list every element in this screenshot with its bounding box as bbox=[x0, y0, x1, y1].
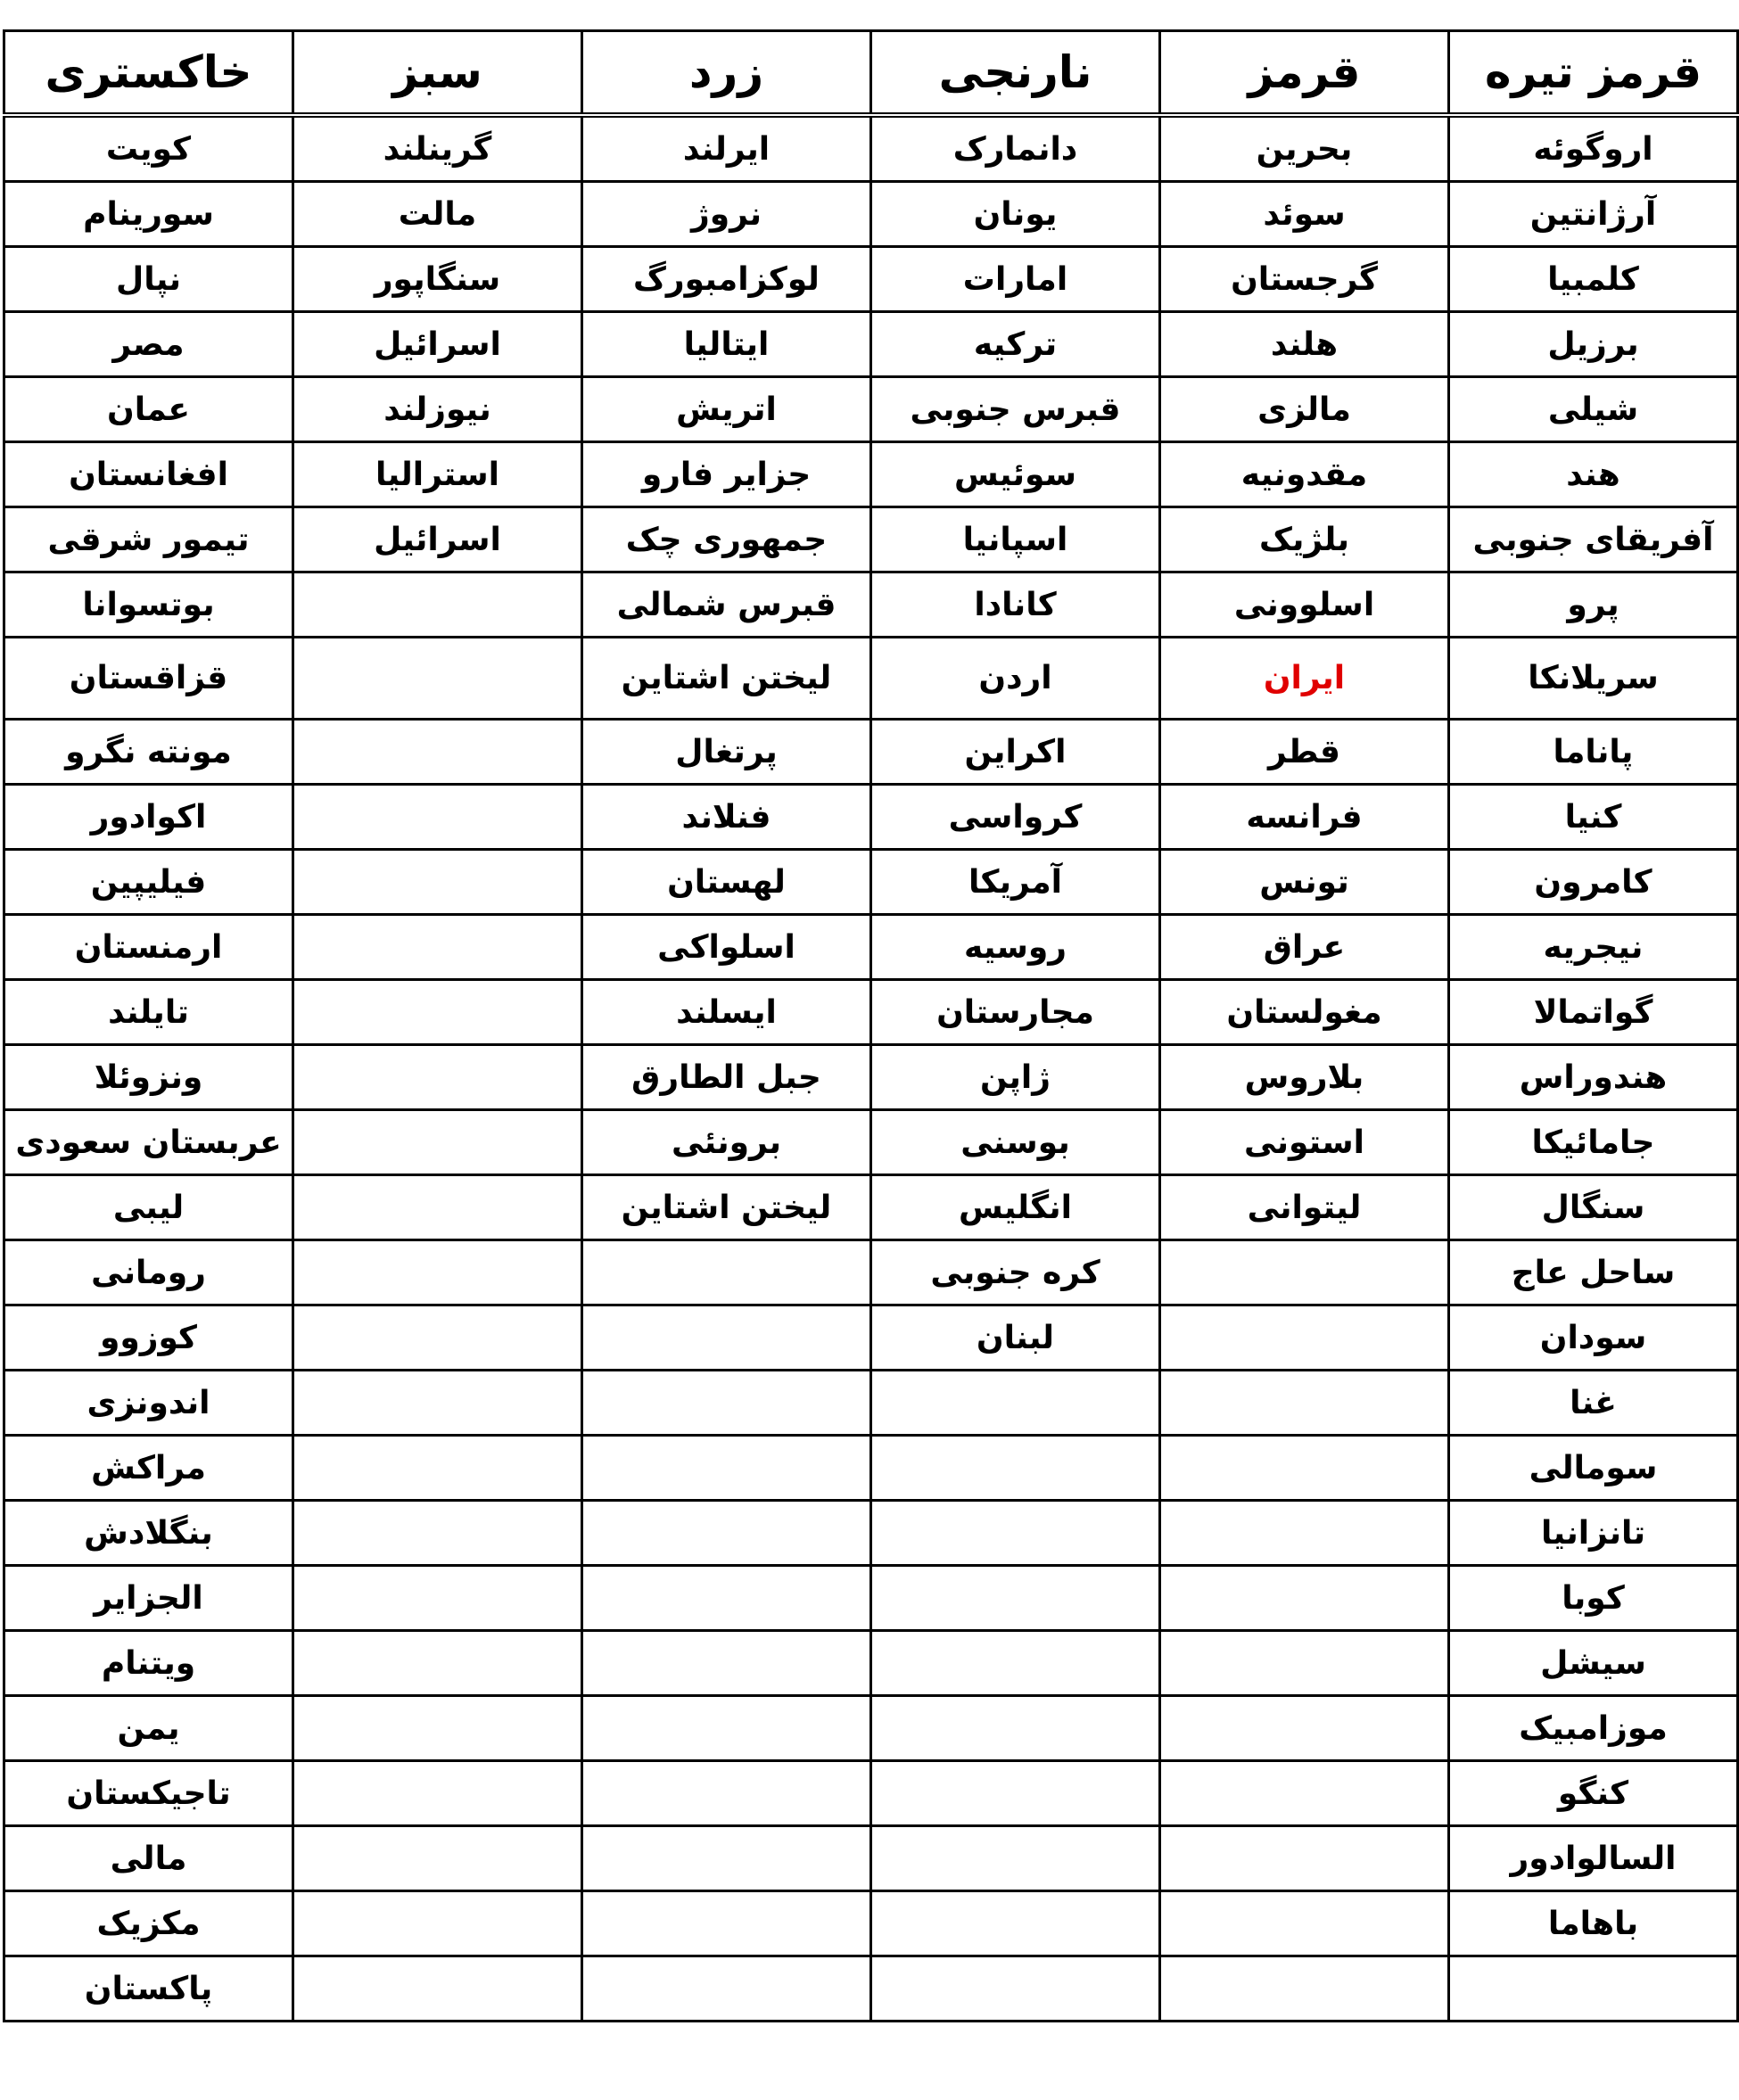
table-cell-green bbox=[293, 1631, 582, 1696]
table-cell-gray: نپال bbox=[4, 247, 293, 312]
table-cell-dark-red: برزیل bbox=[1449, 312, 1738, 377]
table-cell-gray: اکوادور bbox=[4, 785, 293, 850]
table-cell-orange bbox=[871, 1371, 1160, 1436]
table-cell-orange bbox=[871, 1501, 1160, 1566]
table-cell-red bbox=[1160, 1240, 1449, 1305]
table-cell-yellow bbox=[582, 1501, 871, 1566]
table-cell-red bbox=[1160, 1305, 1449, 1371]
table-cell-gray: بنگلادش bbox=[4, 1501, 293, 1566]
table-row bbox=[4, 1436, 1738, 1501]
table-cell-orange: سوئیس bbox=[871, 442, 1160, 507]
table-cell-gray: مکزیک bbox=[4, 1891, 293, 1956]
table-cell-red bbox=[1160, 1761, 1449, 1826]
table-cell-yellow: پرتغال bbox=[582, 720, 871, 785]
table-cell-green bbox=[293, 1371, 582, 1436]
table-cell-orange: کره جنوبی bbox=[871, 1240, 1160, 1305]
table-cell-dark-red: پرو bbox=[1449, 572, 1738, 638]
table-row bbox=[4, 1956, 1738, 2022]
table-cell-red bbox=[1160, 1436, 1449, 1501]
table-cell-red: گرجستان bbox=[1160, 247, 1449, 312]
table-cell-yellow bbox=[582, 1436, 871, 1501]
table-cell-red: بلژیک bbox=[1160, 507, 1449, 572]
table-cell-red: عراق bbox=[1160, 915, 1449, 980]
table-cell-gray: پاکستان bbox=[4, 1956, 293, 2022]
table-cell-green bbox=[293, 1761, 582, 1826]
table-cell-yellow: اتریش bbox=[582, 377, 871, 442]
table-cell-dark-red: سیشل bbox=[1449, 1631, 1738, 1696]
table-cell-orange bbox=[871, 1696, 1160, 1761]
table-cell-gray: تایلند bbox=[4, 980, 293, 1045]
table-cell-yellow bbox=[582, 1696, 871, 1761]
table-cell-orange bbox=[871, 1826, 1160, 1891]
table-cell-gray: فیلیپین bbox=[4, 850, 293, 915]
table-cell-dark-red: ساحل عاج bbox=[1449, 1240, 1738, 1305]
column-header-dark-red: قرمز تیره bbox=[1449, 31, 1738, 116]
table-cell-red bbox=[1160, 1501, 1449, 1566]
table-cell-dark-red: پاناما bbox=[1449, 720, 1738, 785]
table-row bbox=[4, 1761, 1738, 1826]
table-cell-yellow: ایسلند bbox=[582, 980, 871, 1045]
table-row bbox=[4, 1371, 1738, 1436]
table-cell-yellow: برونئی bbox=[582, 1110, 871, 1175]
table-cell-green bbox=[293, 572, 582, 638]
table-row bbox=[4, 1696, 1738, 1761]
table-cell-yellow bbox=[582, 1761, 871, 1826]
table-cell-red: قطر bbox=[1160, 720, 1449, 785]
table-cell-red bbox=[1160, 1891, 1449, 1956]
table-cell-orange: دانمارک bbox=[871, 115, 1160, 182]
table-cell-dark-red: هند bbox=[1449, 442, 1738, 507]
table-cell-gray: اندونزی bbox=[4, 1371, 293, 1436]
table-cell-dark-red: کوبا bbox=[1449, 1566, 1738, 1631]
table-cell-gray: ویتنام bbox=[4, 1631, 293, 1696]
table-row bbox=[4, 1045, 1738, 1110]
header-row bbox=[4, 31, 1738, 116]
table-cell-dark-red: گواتمالا bbox=[1449, 980, 1738, 1045]
table-cell-yellow bbox=[582, 1631, 871, 1696]
table-cell-red bbox=[1160, 1631, 1449, 1696]
table-cell-gray: یمن bbox=[4, 1696, 293, 1761]
table-cell-orange: یونان bbox=[871, 182, 1160, 247]
table-cell-green: استرالیا bbox=[293, 442, 582, 507]
table-cell-green bbox=[293, 638, 582, 720]
table-cell-dark-red: جامائیکا bbox=[1449, 1110, 1738, 1175]
table-cell-gray: ارمنستان bbox=[4, 915, 293, 980]
table-cell-yellow: نروژ bbox=[582, 182, 871, 247]
table-cell-gray: بوتسوانا bbox=[4, 572, 293, 638]
table-cell-green bbox=[293, 1110, 582, 1175]
table-cell-dark-red: سنگال bbox=[1449, 1175, 1738, 1240]
table-cell-green bbox=[293, 720, 582, 785]
table-cell-dark-red: تانزانیا bbox=[1449, 1501, 1738, 1566]
table-cell-yellow bbox=[582, 1826, 871, 1891]
table-cell-dark-red: کامرون bbox=[1449, 850, 1738, 915]
table-cell-dark-red: آفریقای جنوبی bbox=[1449, 507, 1738, 572]
table-cell-gray: عمان bbox=[4, 377, 293, 442]
table-cell-yellow bbox=[582, 1891, 871, 1956]
table-cell-dark-red: آرژانتین bbox=[1449, 182, 1738, 247]
table-cell-yellow bbox=[582, 1566, 871, 1631]
table-cell-dark-red: نیجریه bbox=[1449, 915, 1738, 980]
table-cell-dark-red: سودان bbox=[1449, 1305, 1738, 1371]
table-cell-dark-red: اروگوئه bbox=[1449, 115, 1738, 182]
table-cell-red bbox=[1160, 1696, 1449, 1761]
table-row bbox=[4, 1891, 1738, 1956]
table-cell-green bbox=[293, 1501, 582, 1566]
table-cell-yellow: جمهوری چک bbox=[582, 507, 871, 572]
table-cell-red: استونی bbox=[1160, 1110, 1449, 1175]
table-cell-red: هلند bbox=[1160, 312, 1449, 377]
table-cell-orange: قبرس جنوبی bbox=[871, 377, 1160, 442]
table-cell-red: لیتوانی bbox=[1160, 1175, 1449, 1240]
table-cell-gray: الجزایر bbox=[4, 1566, 293, 1631]
table-row bbox=[4, 1501, 1738, 1566]
table-cell-yellow bbox=[582, 1305, 871, 1371]
table-cell-gray: مونته نگرو bbox=[4, 720, 293, 785]
table-cell-red bbox=[1160, 1956, 1449, 2022]
table-cell-dark-red: السالوادور bbox=[1449, 1826, 1738, 1891]
table-cell-orange: اردن bbox=[871, 638, 1160, 720]
table-cell-red bbox=[1160, 1566, 1449, 1631]
table-cell-green bbox=[293, 850, 582, 915]
table-cell-yellow: لهستان bbox=[582, 850, 871, 915]
table-cell-green bbox=[293, 1240, 582, 1305]
table-cell-orange: کرواسی bbox=[871, 785, 1160, 850]
table-cell-green bbox=[293, 915, 582, 980]
table-cell-orange: کانادا bbox=[871, 572, 1160, 638]
table-cell-gray: تیمور شرقی bbox=[4, 507, 293, 572]
table-cell-gray: رومانی bbox=[4, 1240, 293, 1305]
table-cell-dark-red bbox=[1449, 1956, 1738, 2022]
highlighted-country-cell: ایران bbox=[1160, 638, 1449, 720]
table-cell-gray: مراکش bbox=[4, 1436, 293, 1501]
column-header-red: قرمز bbox=[1160, 31, 1449, 116]
table-cell-orange: اسپانیا bbox=[871, 507, 1160, 572]
table-cell-red: بحرین bbox=[1160, 115, 1449, 182]
table-cell-green bbox=[293, 1956, 582, 2022]
table-cell-dark-red: سومالی bbox=[1449, 1436, 1738, 1501]
table-cell-dark-red: هندوراس bbox=[1449, 1045, 1738, 1110]
column-header-green: سبز bbox=[293, 31, 582, 116]
table-cell-gray: کویت bbox=[4, 115, 293, 182]
table-cell-yellow: قبرس شمالی bbox=[582, 572, 871, 638]
table-cell-red bbox=[1160, 1371, 1449, 1436]
table-cell-green bbox=[293, 1175, 582, 1240]
table-row bbox=[4, 1566, 1738, 1631]
table-row bbox=[4, 1826, 1738, 1891]
table-cell-yellow: جزایر فارو bbox=[582, 442, 871, 507]
table-cell-gray: تاجیکستان bbox=[4, 1761, 293, 1826]
table-cell-green bbox=[293, 785, 582, 850]
table-row bbox=[4, 980, 1738, 1045]
table-cell-red: بلاروس bbox=[1160, 1045, 1449, 1110]
table-cell-yellow: ایرلند bbox=[582, 115, 871, 182]
table-cell-dark-red: کنیا bbox=[1449, 785, 1738, 850]
table-cell-red: تونس bbox=[1160, 850, 1449, 915]
table-row bbox=[4, 312, 1738, 377]
table-cell-yellow: لیختن اشتاین bbox=[582, 1175, 871, 1240]
table-cell-yellow: فنلاند bbox=[582, 785, 871, 850]
table-row bbox=[4, 115, 1738, 182]
table-cell-red: اسلوونی bbox=[1160, 572, 1449, 638]
table-row bbox=[4, 1631, 1738, 1696]
table-cell-gray: عربستان سعودی bbox=[4, 1110, 293, 1175]
table-cell-gray: افغانستان bbox=[4, 442, 293, 507]
table-cell-yellow bbox=[582, 1240, 871, 1305]
table-cell-orange: امارات bbox=[871, 247, 1160, 312]
table-row bbox=[4, 850, 1738, 915]
table-row bbox=[4, 377, 1738, 442]
table-cell-green: اسرائیل bbox=[293, 312, 582, 377]
table-row bbox=[4, 1110, 1738, 1175]
table-row bbox=[4, 182, 1738, 247]
table-cell-green bbox=[293, 1045, 582, 1110]
table-cell-red: فرانسه bbox=[1160, 785, 1449, 850]
table-cell-orange: انگلیس bbox=[871, 1175, 1160, 1240]
table-row bbox=[4, 1240, 1738, 1305]
table-cell-gray: سورینام bbox=[4, 182, 293, 247]
table-cell-green: گرینلند bbox=[293, 115, 582, 182]
table-row bbox=[4, 442, 1738, 507]
table-cell-orange bbox=[871, 1891, 1160, 1956]
table-row bbox=[4, 1175, 1738, 1240]
table-cell-orange bbox=[871, 1566, 1160, 1631]
table-row bbox=[4, 638, 1738, 720]
table-cell-gray: قزاقستان bbox=[4, 638, 293, 720]
table-cell-gray: کوزوو bbox=[4, 1305, 293, 1371]
table-cell-red: مغولستان bbox=[1160, 980, 1449, 1045]
table-cell-orange: روسیه bbox=[871, 915, 1160, 980]
table-row bbox=[4, 785, 1738, 850]
table-cell-yellow bbox=[582, 1371, 871, 1436]
table-cell-orange bbox=[871, 1761, 1160, 1826]
table-cell-red bbox=[1160, 1826, 1449, 1891]
table-cell-green: نیوزلند bbox=[293, 377, 582, 442]
table-cell-orange: ژاپن bbox=[871, 1045, 1160, 1110]
table-cell-yellow: لیختن اشتاین bbox=[582, 638, 871, 720]
table-cell-yellow bbox=[582, 1956, 871, 2022]
table-row bbox=[4, 915, 1738, 980]
table-cell-dark-red: موزامبیک bbox=[1449, 1696, 1738, 1761]
table-cell-dark-red: غنا bbox=[1449, 1371, 1738, 1436]
table-cell-green bbox=[293, 980, 582, 1045]
column-header-yellow: زرد bbox=[582, 31, 871, 116]
table-cell-orange: آمریکا bbox=[871, 850, 1160, 915]
table-cell-gray: لیبی bbox=[4, 1175, 293, 1240]
table-cell-green bbox=[293, 1436, 582, 1501]
table-cell-yellow: ایتالیا bbox=[582, 312, 871, 377]
column-header-orange: نارنجی bbox=[871, 31, 1160, 116]
table-cell-orange bbox=[871, 1631, 1160, 1696]
column-header-gray: خاکستری bbox=[4, 31, 293, 116]
table-cell-gray: مالی bbox=[4, 1826, 293, 1891]
table-cell-green: اسرائیل bbox=[293, 507, 582, 572]
table-cell-orange: مجارستان bbox=[871, 980, 1160, 1045]
table-cell-red: سوئد bbox=[1160, 182, 1449, 247]
table-cell-dark-red: کلمبیا bbox=[1449, 247, 1738, 312]
table-cell-green bbox=[293, 1826, 582, 1891]
table-cell-green bbox=[293, 1305, 582, 1371]
table-row bbox=[4, 1305, 1738, 1371]
table-cell-green bbox=[293, 1566, 582, 1631]
table-cell-yellow: اسلواکی bbox=[582, 915, 871, 980]
table-cell-orange: ترکیه bbox=[871, 312, 1160, 377]
table-cell-red: مالزی bbox=[1160, 377, 1449, 442]
table-row bbox=[4, 247, 1738, 312]
table-cell-orange bbox=[871, 1436, 1160, 1501]
table-cell-green bbox=[293, 1891, 582, 1956]
table-cell-orange bbox=[871, 1956, 1160, 2022]
table-row bbox=[4, 720, 1738, 785]
table-cell-orange: اکراین bbox=[871, 720, 1160, 785]
table-cell-gray: ونزوئلا bbox=[4, 1045, 293, 1110]
table-cell-orange: لبنان bbox=[871, 1305, 1160, 1371]
table-cell-gray: مصر bbox=[4, 312, 293, 377]
table-cell-dark-red: سریلانکا bbox=[1449, 638, 1738, 720]
table-cell-dark-red: باهاما bbox=[1449, 1891, 1738, 1956]
countries-color-table bbox=[3, 29, 1739, 2022]
table-cell-orange: بوسنی bbox=[871, 1110, 1160, 1175]
table-row bbox=[4, 507, 1738, 572]
table-row bbox=[4, 572, 1738, 638]
table-cell-green: سنگاپور bbox=[293, 247, 582, 312]
table-cell-red: مقدونیه bbox=[1160, 442, 1449, 507]
table-cell-green: مالت bbox=[293, 182, 582, 247]
table-cell-green bbox=[293, 1696, 582, 1761]
table-cell-dark-red: کنگو bbox=[1449, 1761, 1738, 1826]
table-cell-yellow: لوکزامبورگ bbox=[582, 247, 871, 312]
table-cell-yellow: جبل الطارق bbox=[582, 1045, 871, 1110]
table-cell-dark-red: شیلی bbox=[1449, 377, 1738, 442]
